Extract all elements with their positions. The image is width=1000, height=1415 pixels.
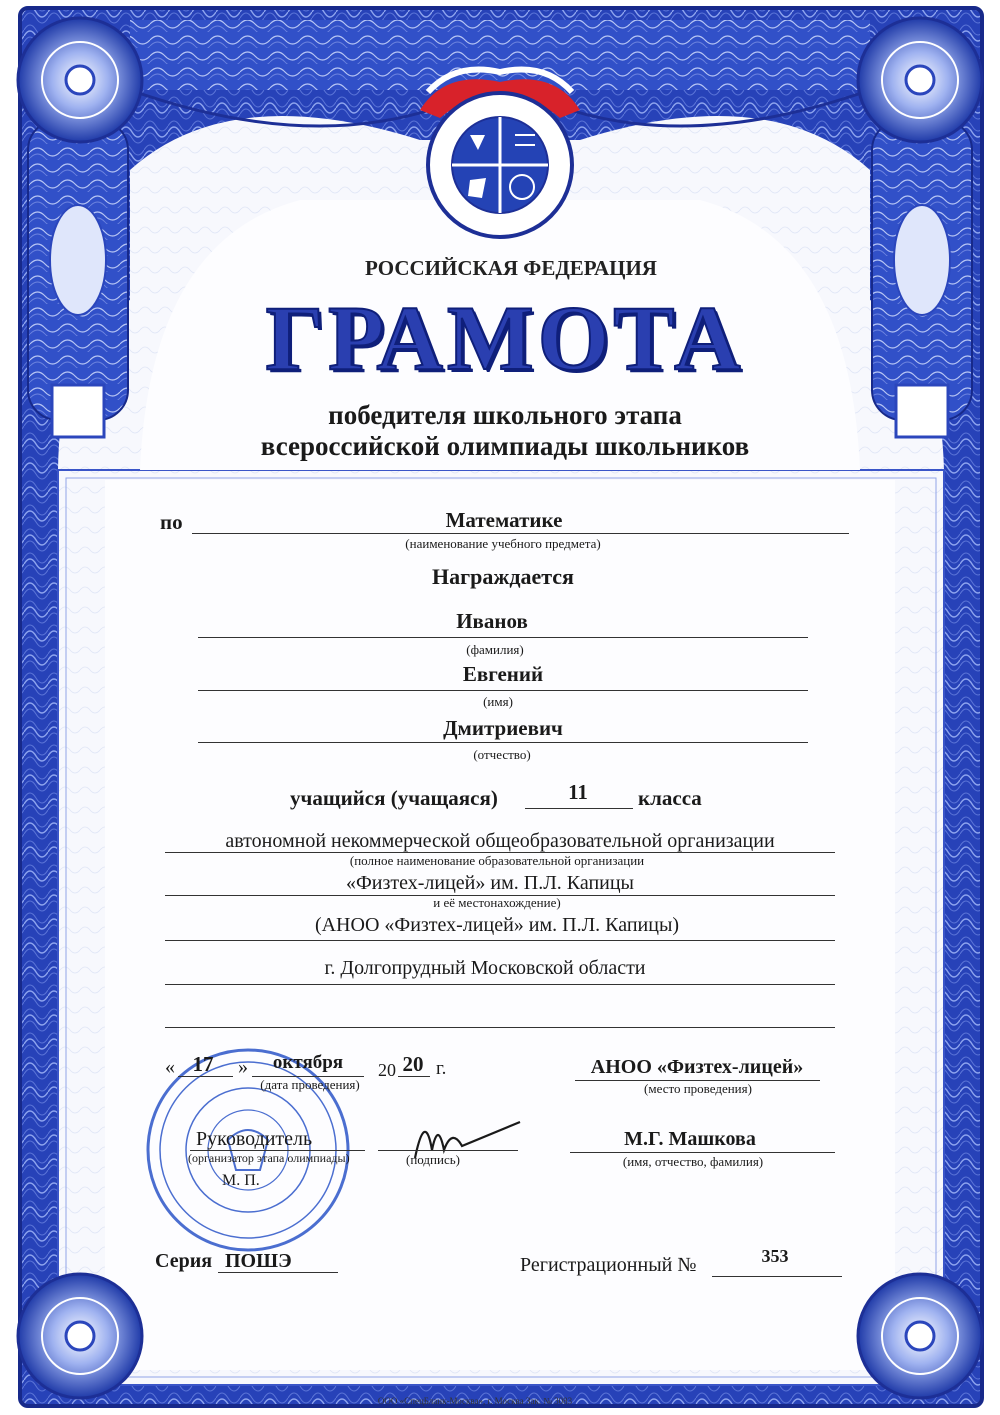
name-caption: (имя) [483, 694, 513, 709]
subtitle-line-1: победителя школьного этапа [328, 400, 682, 430]
school-underline-5 [165, 1027, 835, 1028]
surname-value: Иванов [456, 609, 528, 633]
signature-line [378, 1150, 518, 1151]
school-line-1: автономной некоммерческой общеобразовательной организации [225, 830, 775, 852]
series-value: ПОШЭ [225, 1250, 292, 1272]
olympiad-emblem [420, 70, 580, 238]
date-quote-close: » [238, 1056, 248, 1078]
leader-role: Руководитель [196, 1128, 313, 1150]
subtitle-line-2: всероссийской олимпиады школьников [260, 431, 750, 461]
registration-line [712, 1276, 842, 1277]
grade-prefix: учащийся (учащаяся) [290, 786, 498, 810]
award-heading: Награждается [432, 564, 574, 589]
leader-role-caption: (организатор этапа олимпиады) [188, 1151, 350, 1165]
series-label: Серия [155, 1250, 213, 1272]
country-name: РОССИЙСКАЯ ФЕДЕРАЦИЯ [365, 256, 657, 280]
grade-value: 11 [568, 780, 588, 804]
name-value: Евгений [462, 662, 544, 686]
registration-value: 353 [761, 1246, 789, 1266]
patronymic-caption: (отчество) [473, 747, 531, 762]
stamp-place-label: М. П. [222, 1172, 260, 1189]
printer-info: ООО «СпецБланк-Москва», г. Москва Зак. № 3083 [377, 1396, 573, 1406]
patronymic-line [198, 742, 808, 743]
school-caption-2: и её местонахождение) [433, 895, 561, 910]
school-line-3: (АНОО «Физтех-лицей» им. П.Л. Капицы) [314, 914, 680, 936]
school-line-2: «Физтех-лицей» им. П.Л. Капицы [346, 872, 634, 894]
date-year-suffix: 20 [402, 1052, 424, 1076]
school-caption-1: (полное наименование образовательной организации [349, 853, 645, 868]
date-year-prefix: 20 [378, 1060, 396, 1080]
surname-caption: (фамилия) [466, 642, 524, 657]
subject-caption: (наименование учебного предмета) [405, 536, 601, 551]
surname-line [198, 637, 808, 638]
document-title: ГРАМОТА [265, 287, 745, 389]
date-day: 17 [192, 1052, 214, 1076]
date-month: октября [272, 1052, 344, 1073]
date-year-unit: г. [436, 1058, 447, 1079]
name-line [198, 690, 808, 691]
date-caption: (дата проведения) [260, 1077, 360, 1092]
signature-caption: (подпись) [406, 1152, 460, 1167]
subject-prefix: по [160, 510, 183, 534]
school-underline-3 [165, 940, 835, 941]
grade-line [525, 808, 633, 809]
school-underline-4 [165, 984, 835, 985]
subject-value: Математике [445, 508, 563, 532]
grade-suffix: класса [638, 786, 702, 810]
subject-line [192, 533, 849, 534]
event-place-caption: (место проведения) [644, 1081, 752, 1096]
event-place: АНОО «Физтех-лицей» [590, 1056, 804, 1078]
date-quote-open: « [165, 1056, 175, 1078]
patronymic-value: Дмитриевич [443, 716, 563, 740]
school-line-4: г. Долгопрудный Московской области [324, 957, 646, 979]
signer-line [570, 1152, 835, 1153]
registration-label: Регистрационный № [520, 1254, 697, 1276]
signer-name: М.Г. Машкова [624, 1128, 756, 1150]
signer-caption: (имя, отчество, фамилия) [622, 1154, 764, 1169]
